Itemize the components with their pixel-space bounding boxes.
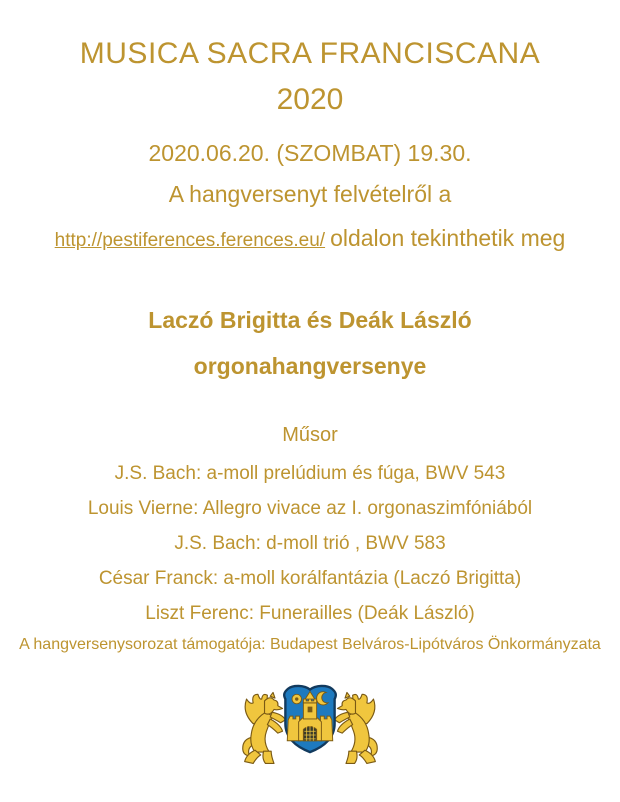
supporter-credit: A hangversenysorozat támogatója: Budapest Belváros-Lipótváros Önkormányzata <box>19 636 601 653</box>
event-datetime: 2020.06.20. (SZOMBAT) 19.30. <box>148 140 472 166</box>
program-item: Louis Vierne: Allegro vivace az I. orgonaszimfóniából <box>87 498 533 519</box>
broadcast-link-line <box>0 223 620 256</box>
right-griffin <box>335 692 378 763</box>
stream-link[interactable]: http://pestiferences.ferences.eu/ <box>54 230 326 251</box>
left-griffin <box>243 692 286 763</box>
program-item: Liszt Ferenc: Funerailles (Deák László) <box>145 603 475 624</box>
program-heading: Műsor <box>282 424 338 446</box>
performer-names: Laczó Brigitta és Deák László <box>148 307 472 333</box>
belvaros-lipotvaros-coat-of-arms-icon <box>234 682 386 772</box>
program-item: J.S. Bach: a-moll prelúdium és fúga, BWV 543 <box>114 463 506 484</box>
coat-of-arms-container <box>0 682 620 777</box>
broadcast-info: A hangversenyt felvételről a <box>168 181 452 207</box>
program-list <box>0 456 620 631</box>
program-item: César Franck: a-moll korálfantázia (Laczó Brigitta) <box>98 568 522 589</box>
poster-title-line-2: 2020 <box>276 83 344 116</box>
program-item: J.S. Bach: d-moll trió , BWV 583 <box>174 533 446 554</box>
poster-title-line-1: MUSICA SACRA FRANCISCANA <box>79 37 541 70</box>
event-type: orgonahangversenye <box>193 353 427 379</box>
shield <box>284 686 336 752</box>
broadcast-info-suffix: oldalon tekinthetik meg <box>330 225 566 251</box>
